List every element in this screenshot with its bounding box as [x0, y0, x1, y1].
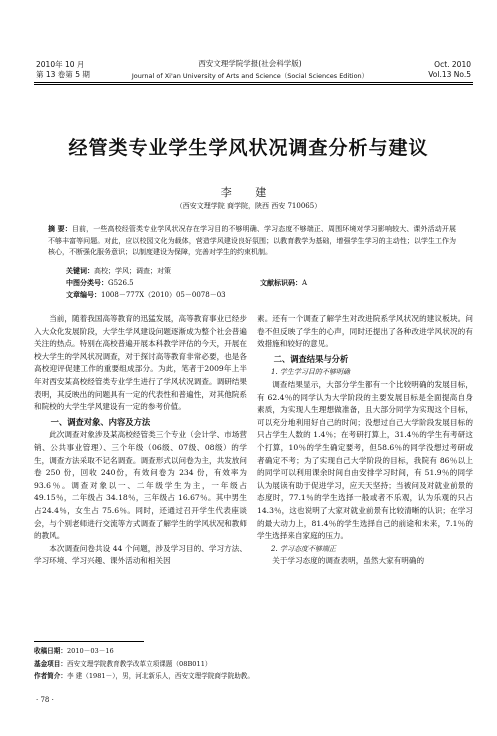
abstract: [48, 224, 456, 259]
journal-name-en: Journal of Xi'an University of Arts and Science（Social Sciences Edition）: [131, 72, 369, 80]
author-affiliation: （西安文理学院 商学院，陕西 西安 710065）: [175, 202, 322, 210]
journal-name-cn: 西安文理学院学报(社会科学版): [198, 59, 302, 68]
document-code: [260, 278, 307, 289]
running-header: [0, 0, 497, 82]
section-heading-2: 二、调查结果与分析: [273, 353, 349, 364]
body-column-left: [34, 313, 247, 568]
fund-label: 基金项目：: [34, 659, 67, 668]
clc-text: G526.5: [108, 279, 134, 287]
doc-code-label: 文献标识码：: [260, 279, 302, 287]
footnote-rule: [34, 641, 144, 642]
paper-title: 经管类专业学生学风状况调查分析与建议: [68, 137, 429, 159]
subsection-heading-1: 1. 学生学习目的不够明确: [271, 368, 350, 377]
attitude-paragraph: 关于学习态度的调查表明，虽然大家有明确的: [272, 556, 425, 566]
received-value: 2010－03－16: [66, 647, 114, 655]
intro-paragraph: 当前，随着我国高等教育的迅猛发展，高等教育事业已经步入大众化发展阶段，大学生学风建设问题逐渐成为整个社会普遍关注的热点。特别在高校普遍开展本科教学评估的今天，开展在校大学生的学风状况调查，对于探讨高等教育非常必要，也是各高校迎评促建工作的重要组成部分。为此，笔者于2009年上半年对西安某高校经管类专业学生进行了学风状况调查。调研结果表明，其反映出的问题具有一定的代表性和普遍性，对其他院系和院校的大学生学风建设有一定的参考价值。: [34, 314, 247, 412]
article-no-text: 1008－777X（2010）05－0078－03: [101, 291, 226, 299]
received-label: 收稿日期：: [34, 647, 67, 655]
author-bio: [34, 670, 464, 683]
continued-paragraph: 素。还有一个调查了解学生对改进院系学风状况的建议板块。问卷不但反映了学生的心声，同时还提出了各种改进学风状况的有效措施和较好的意见。: [257, 314, 473, 349]
paper-author: 李 建: [220, 186, 277, 199]
footnotes: [34, 645, 464, 683]
abstract-label: 摘 要：: [48, 225, 72, 233]
keywords-label: 关键词：: [66, 267, 94, 275]
body-column-right: [257, 313, 473, 568]
header-right: [428, 60, 471, 80]
questionnaire-paragraph: 本次调查问卷共设 44 个问题，涉及学习目的、学习方法、学习环境、学习兴趣、课外活动和相关因: [34, 543, 247, 566]
fund-project: [34, 658, 464, 671]
header-rule: [34, 82, 473, 83]
fund-value: 西安文理学院教育教学改革立项课题（08B011）: [66, 659, 212, 668]
article-number: [66, 290, 226, 301]
keywords-text: 高校；学风；调查；对策: [94, 267, 171, 275]
doc-code-text: A: [302, 279, 308, 287]
header-center: [100, 58, 400, 82]
page-number: · 78 ·: [36, 696, 54, 704]
abstract-text: 目前，一些高校经管类专业学风状况存在学习目的不够明确、学习态度不够端正、周围环境对学习影响较大、课外活动开展不够丰富等问题。对此，应以校园文化为载体，营造学风建设良好氛围；以教育教学为基础，增强学生学习的主动性；以学生工作为核心，不断强化服务意识；以制度建设为保障，完善对学生的约束机制。: [48, 225, 457, 256]
subsection-heading-2: 2. 学习态度不够端正: [271, 544, 336, 553]
header-volume: 第 13 卷第 5 期: [36, 70, 90, 79]
author-bio-value: 李 建（1981－），男，河北新乐人，西安文理学院商学院助教。: [66, 672, 254, 680]
clc-label: 中图分类号：: [66, 279, 108, 287]
method-paragraph: 此次调查对象涉及某高校经管类三个专业（会计学、市场营销、公共事业管理）、三个年级（06级、07级、08级）的学生，调查方法采取不记名调查。调查形式以问卷为主，共发放问卷 250 份，回收 240份，有效问卷为 234 份，有效率为 93.6％。调查对象以一、二年级学生为主，一年级占 49.15％，二年级占 34.18％，三年级占 16.67％。其中男生占24.4％，女生占 75.6％。同时，还通过召开学生代表座谈会，与个别老师进行交流等方式调查了解学生的学风状况和教师的教风。: [34, 430, 247, 541]
header-left: [36, 60, 90, 80]
keywords: [66, 266, 171, 277]
clc-number: [66, 278, 134, 289]
header-volume-en: Vol.13 No.5: [428, 70, 471, 79]
received-date: [34, 645, 464, 658]
header-date-en: Oct. 2010: [434, 60, 471, 69]
header-rule-thin: [34, 84, 473, 85]
section-heading-1: 一、调查对象、内容及方法: [50, 416, 151, 427]
article-no-label: 文章编号：: [66, 291, 101, 299]
author-bio-label: 作者简介：: [34, 672, 67, 680]
results-paragraph: 调查结果显示，大部分学生都有一个比较明确的发展目标，有 62.4％的同学认为大学阶段的主要发展目标是全面提高自身素质，为实现人生理想做准备，且大部分同学为实现这个目标，可以充分地利用好自己的时间；没想过自己大学阶段发展目标的只占学生人数的 1.4％；在考研打算上，31.4％的学生有考研这个打算，10％的学生确定要考，但58.6％的同学没想过考研或者确定不考；为了实现自己大学阶段的目标，我院有 86％以上的同学可以利用课余时间自由安排学习时间，有 51.9％的同学认为展读有助于促进学习，应天天坚持；当被问及对就业前景的态度时，77.1％的学生选择一般或者不乐观，认为乐观的只占 14.3％，这也说明了大家对就业前景有比较清晰的认识；在学习的最大动力上，81.4％的学生选择自己的前途和未来，7.1％的学生选择来自家庭的压力。: [257, 379, 473, 541]
header-date: 2010年 10 月: [36, 60, 85, 69]
